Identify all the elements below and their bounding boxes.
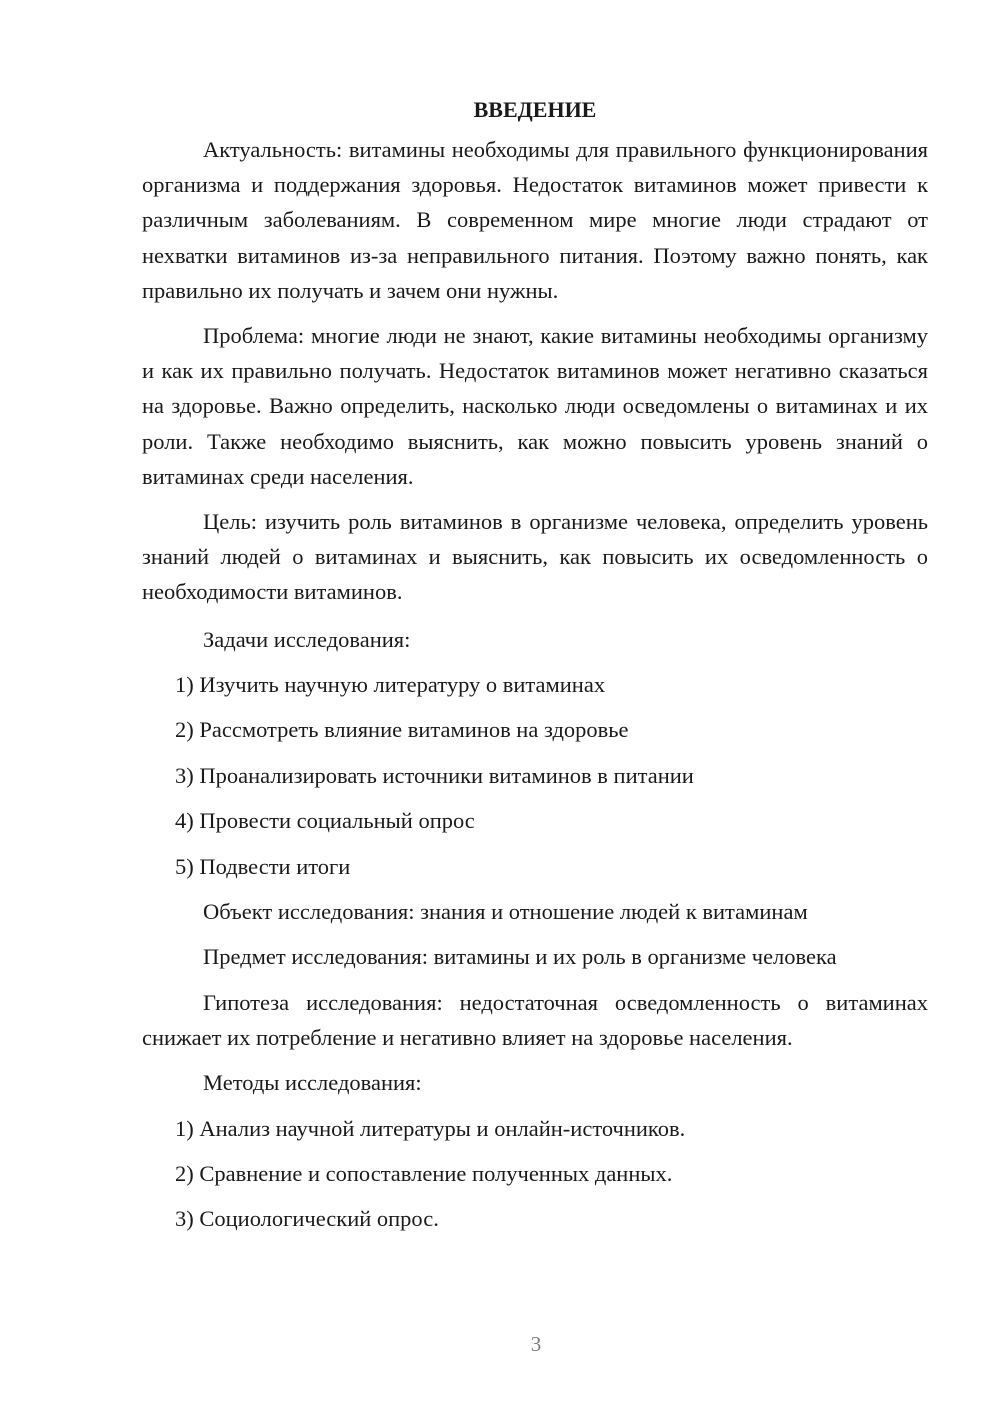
- document-page: [142, 92, 928, 1247]
- list-item: 2) Рассмотреть влияние витаминов на здоровье: [175, 717, 629, 743]
- tasks-title: Задачи исследования:: [203, 626, 411, 652]
- tasks-list: [142, 667, 928, 894]
- goal-paragraph: Цель: изучить роль витаминов в организме человека, определить уровень знаний людей о витаминах и выяснить, как повысить их осведомленность о необходимости витаминов.: [142, 509, 928, 605]
- list-item: 1) Анализ научной литературы и онлайн-источников.: [175, 1115, 686, 1141]
- relevance-paragraph: Актуальность: витамины необходимы для правильного функционирования организма и поддержания здоровья. Недостаток витаминов может привести к различным заболеваниям. В современном мире многие люди страдают от нехватки витаминов из-за неправильного питания. Поэтому важно понять, как правильно их получать и зачем они нужны.: [142, 137, 928, 303]
- methods-title: Методы исследования:: [203, 1070, 422, 1096]
- research-object: Объект исследования: знания и отношение людей к витаминам: [203, 898, 808, 924]
- hypothesis-paragraph: Гипотеза исследования: недостаточная осведомленность о витаминах снижает их потребление и негативно влияет на здоровье населения.: [142, 989, 928, 1050]
- list-item: 3) Проанализировать источники витаминов в питании: [175, 762, 694, 788]
- research-subject: Предмет исследования: витамины и их роль в организме человека: [203, 944, 837, 970]
- section-heading: ВВЕДЕНИЕ: [473, 97, 597, 122]
- methods-list: [142, 1111, 928, 1247]
- problem-paragraph: Проблема: многие люди не знают, какие витамины необходимы организму и как их правильно получать. Недостаток витаминов может негативно сказаться на здоровье. Важно определить, насколько люди осведомлены о витаминах и их роли. Также необходимо выяснить, как можно повысить уровень знаний о витаминах среди населения.: [142, 323, 928, 489]
- list-item: 5) Подвести итоги: [175, 853, 351, 879]
- list-item: 1) Изучить научную литературу о витаминах: [175, 672, 606, 698]
- list-item: 4) Провести социальный опрос: [175, 808, 475, 834]
- page-number: 3: [530, 1332, 542, 1356]
- list-item: 2) Сравнение и сопоставление полученных данных.: [175, 1160, 673, 1186]
- list-item: 3) Социологический опрос.: [175, 1206, 439, 1232]
